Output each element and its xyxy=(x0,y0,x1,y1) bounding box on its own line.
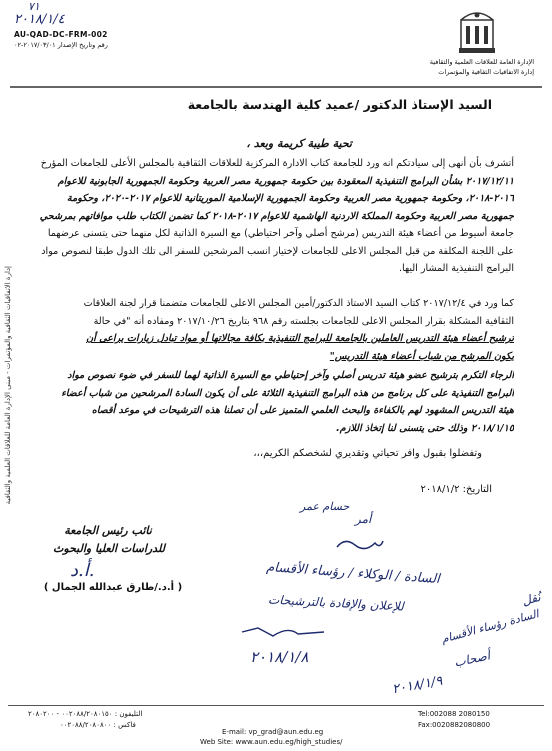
addressee: السيد الإستاذ الدكتور /عميد كلية الهندسة بالجامعة xyxy=(187,97,492,112)
paragraph-2-line: كما ورد في ٢٠١٧/١٢/٤ كتاب السيد الاستاذ الدكتور/أمين المجلس الاعلى للجامعات متضمنا قرار لجنة العلاقات xyxy=(83,298,514,309)
footer-fax-ar xyxy=(60,721,136,729)
form-code: AU-QAD-DC-FRM-002 xyxy=(14,30,108,39)
paragraph-1-line: جمهورية مصر العربية وحكومة المملكة الاردنية الهاشمية للاعوام ٢٠١٧-٢٠١٨ كما تضمن الكتاب طلب موافاتهم بمرشحي xyxy=(39,210,514,222)
paragraph-1-line: البرامج التنفيذية المشار اليها. xyxy=(398,263,514,274)
vertical-side-note: إدارة الاتفاقيات الثقافية والمؤتمرات - مبنى الإدارة العامة للعلاقات العلمية والثقافية xyxy=(4,266,12,505)
letterhead-line2: إدارة الاتفاقيات الثقافية والمؤتمرات xyxy=(438,68,534,76)
signature: أ.د. xyxy=(70,560,95,581)
signatory-name: ( أ.د./طارق عبدالله الجمال ) xyxy=(43,582,183,593)
greeting: تحية طيبة كريمة وبعد ، xyxy=(246,137,352,150)
footer-website[interactable]: Web Site: www.aun.edu.eg/high_studies/ xyxy=(200,738,343,746)
paragraph-1-line: ٢٠١٦-٢٠١٨، وحكومة جمهورية مصر العربية وحكومة الجمهورية الإسلامية الموريتانية للاعوام ٢٠١٧-٢٠٢٠، وحكومة xyxy=(66,193,514,204)
handwritten-note-line1: السادة / الوكلاء / رؤساء الأقسام xyxy=(265,559,441,588)
handwritten-note-line2: للإعلان والإفادة بالترشيحات xyxy=(267,592,405,614)
handwritten-side-note2: السادة رؤساء الأقسام xyxy=(439,607,540,646)
university-logo xyxy=(455,6,499,56)
paragraph-2 xyxy=(36,295,514,365)
footer-fax-label: فاكس : xyxy=(113,721,136,729)
handwritten-side-note3: أصحاب xyxy=(452,648,492,670)
paragraph-3-line: هيئة التدريس المشهود لهم بالكفاءة والبحث العلمي المتميز على أن تصلنا هذه الترشيحات في موعد أقصاه xyxy=(91,405,514,416)
paragraph-1-line: أتشرف بأن أنهى إلى سيادتكم انه ورد للجامعة كتاب الادارة المركزية للعلاقات الثقافية بالمجلس الأعلى للجامعات المؤرخ xyxy=(40,158,514,169)
footer-phone-ar xyxy=(28,710,142,718)
handwritten-date: ٢٠١٨/١/٤ xyxy=(14,12,65,27)
footer-email[interactable]: E-mail: vp_grad@aun.edu.eg xyxy=(222,728,324,736)
paragraph-1 xyxy=(36,155,514,278)
paragraph-1-line: جامعة أسيوط من أعضاء هيئة التدريس (مرشح أصلي وآخر احتياطي) مع السيرة الذاتية لكل منهما حتى يتسنى عرضهما xyxy=(47,228,514,239)
footer-fax-value: ٠٠٢٠٨٨/٢٠٨٠٨٠٠ xyxy=(60,721,112,729)
paragraph-1-line: ٢٠١٧/١٢/١١ بشأن البرامج التنفيذية المعقودة بين حكومة جمهورية مصر العربية وحكومة الجمهورية الجابونية للاعوام xyxy=(57,175,514,187)
handwritten-stroke xyxy=(335,535,385,555)
paragraph-2-line: الثقافية المشكلة بقرار المجلس الاعلى للجامعات بجلسته رقم ٩٦٨ بتاريخ ٢٠١٧/١٠/٢٦ ومفاده أنه "في حالة xyxy=(93,315,514,327)
handwritten-initials: حسام عمر xyxy=(300,500,350,513)
handwritten-note-date: ٢٠١٨/١/٨ xyxy=(250,648,309,666)
letterhead-line1: الإدارة العامة للعلاقات العلمية والثقافية xyxy=(429,58,534,66)
paragraph-3-line: الرجاء التكرم بترشيح عضو هيئة تدريس أصلي وآخر إحتياطي مع السيرة الذاتية لهما للسفر في ضوء نصوص مواد xyxy=(67,370,514,381)
form-revision: رقم وتاريخ الإصدار ٢٠١٧/٠٣/٠١-٠٢ xyxy=(14,41,108,49)
footer-fax-en: Fax:0020882080800 xyxy=(418,721,491,729)
footer-phone-value: ٠٠٢٠٨٨/٢٠٨٠١٥٠ - ٢٠٨٠٢٠٠ xyxy=(28,710,113,718)
handwritten-side-note1: نُقل xyxy=(520,589,542,609)
paragraph-1-line: على اللجنة المكلفة من قبل المجلس الاعلى للجامعات لإختيار انسب المرشحين للسفر الى تلك الدول طبقا لنصوص مواد xyxy=(41,245,514,257)
handwritten-number: ٧١ xyxy=(28,0,40,13)
paragraph-3-line: ٢٠١٨/١/١٥ وذلك حتى يتسنى لنا إتخاذ اللازم. xyxy=(336,422,514,434)
paragraph-2-line: يكون المرشح من شباب أعضاء هيئة التدريس" xyxy=(329,350,514,362)
paragraph-2-line: ترشيح أعضاء هيئة التدريس العاملين بالجامعة للبرامج التنفيذية بكافة مجالاتها أو مواد تبادل زيارات يراعى أن xyxy=(86,333,514,344)
signatory-title: نائب رئيس الجامعة xyxy=(64,524,152,537)
footer-divider xyxy=(8,705,544,706)
date-line: التاريخ: ٢٠١٨/١/٢ xyxy=(420,484,492,495)
closing-line: وتفضلوا بقبول وافر تحياتي وتقديري لشخصكم الكريم،،، xyxy=(253,448,482,459)
header-divider xyxy=(10,86,542,88)
footer-phone-en: Tel:002088 2080150 xyxy=(418,710,490,718)
handwritten-initials: أمر xyxy=(355,512,372,526)
paragraph-3-line: البرامج التنفيذية على كل برنامج من هذه البرامج التنفيذية الثلاثة على أن يكون السادة المرشحين من شباب أعضاء xyxy=(61,387,514,399)
handwritten-side-date: ٢٠١٨/١/٩ xyxy=(391,673,444,698)
signatory-subtitle: للدراسات العليا والبحوث xyxy=(53,542,165,555)
paragraph-3 xyxy=(36,367,514,437)
handwritten-note-signature xyxy=(238,622,328,642)
footer-phone-label: التليفون : xyxy=(114,710,143,718)
